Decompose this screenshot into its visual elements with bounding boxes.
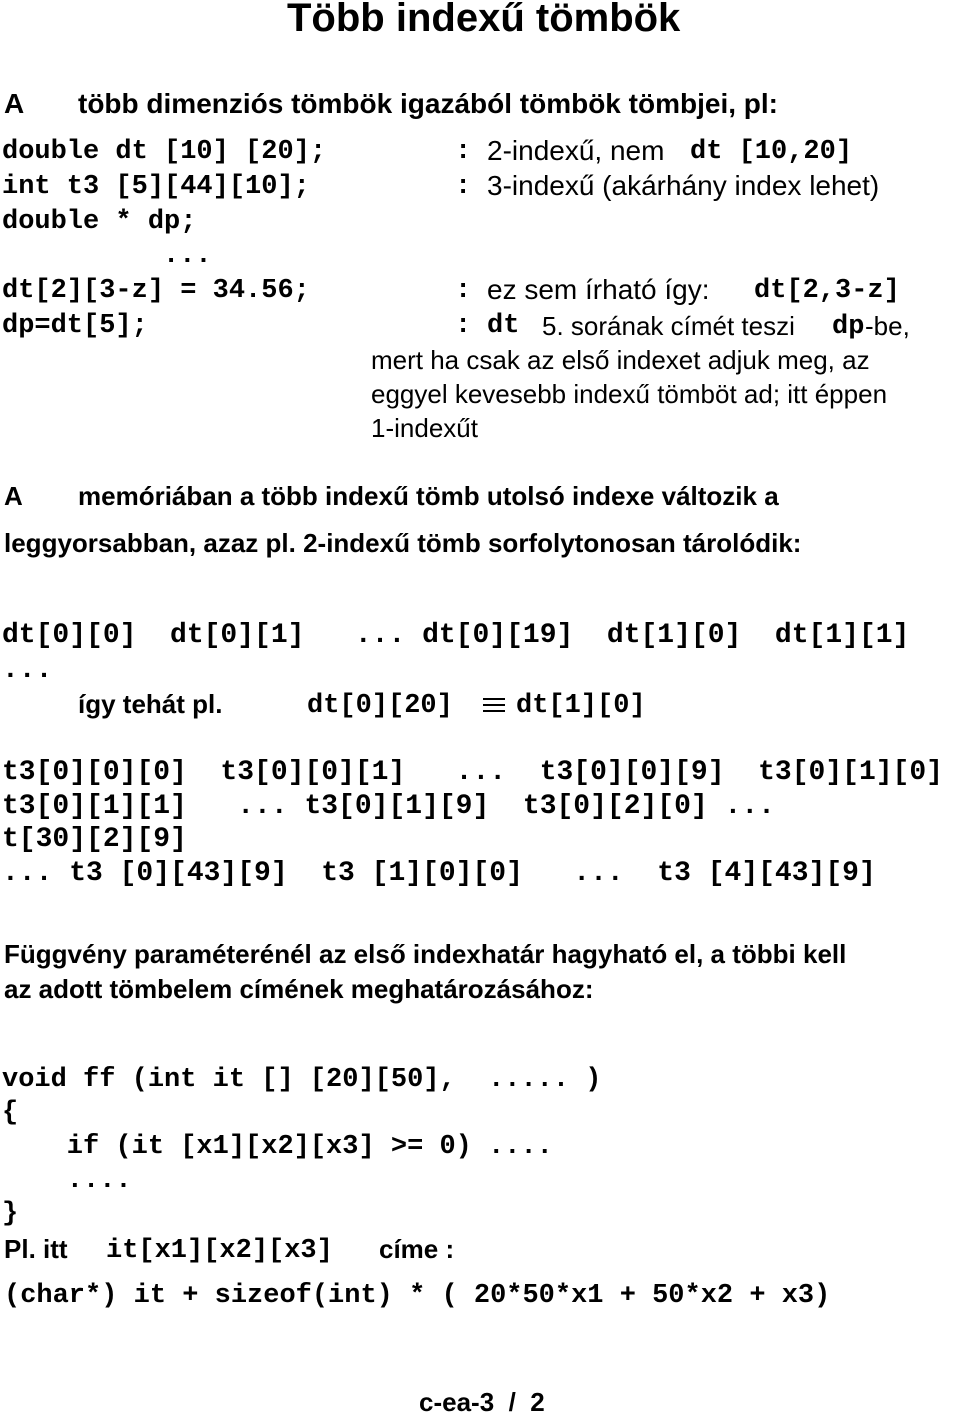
- t3-sequence-line-1: t3[0][0][0] t3[0][0][1] ... t3[0][0][9] t3[0][1][0]: [2, 757, 943, 788]
- code-line-2: int t3 [5][44][10];: [2, 172, 310, 202]
- memory-letter: A: [4, 481, 23, 511]
- comment-text-5: ez sem írható így:: [487, 274, 710, 305]
- dp-note-line-1-tail: -be,: [865, 311, 910, 341]
- dp-note-line-2: mert ha csak az első indexet adjuk meg, az: [371, 345, 870, 375]
- address-tail: címe :: [379, 1234, 455, 1264]
- code-line-3: double * dp;: [2, 207, 197, 237]
- address-code: it[x1][x2][x3]: [106, 1236, 333, 1266]
- memory-line-2: leggyorsabban, azaz pl. 2-indexű tömb sorfolytonosan tárolódik:: [4, 528, 802, 558]
- func-code-line-2: {: [2, 1098, 19, 1128]
- comment-text-2: 3-indexű (akárhány index lehet): [487, 170, 880, 201]
- func-para-line-1: Függvény paraméterénél az első indexhatár hagyható el, a többi kell: [4, 939, 847, 969]
- comment-colon-6: :: [455, 311, 472, 341]
- t3-sequence-line-3: t[30][2][9]: [2, 824, 187, 855]
- comment-code-1: dt [10,20]: [690, 137, 853, 167]
- dp-note-line-3: eggyel kevesebb indexű tömböt ad; itt éppen: [371, 379, 888, 409]
- dp-note-line-1-text: 5. sorának címét teszi: [542, 311, 795, 341]
- func-code-line-4: ....: [2, 1166, 132, 1196]
- intro-letter: A: [4, 88, 25, 119]
- comment-colon-1: :: [455, 137, 472, 167]
- comment-code-5: dt[2,3-z]: [754, 276, 900, 306]
- func-code-line-1: void ff (int it [] [20][50], ..... ): [2, 1065, 602, 1095]
- comment-code-6: dt: [487, 311, 520, 341]
- intro-text: több dimenziós tömbök igazából tömbök tömbjei, pl:: [78, 88, 778, 119]
- dt-sequence-line-1: dt[0][0] dt[0][1] ... dt[0][19] dt[1][0] dt[1][1]: [2, 620, 910, 651]
- func-code-line-5: }: [2, 1199, 19, 1229]
- func-para-line-2: az adott tömbelem címének meghatározásához:: [4, 974, 594, 1004]
- t3-sequence-line-2: t3[0][1][1] ... t3[0][1][9] t3[0][2][0] ...: [2, 791, 775, 822]
- address-label: Pl. itt: [4, 1234, 68, 1264]
- code-line-4: ...: [82, 241, 212, 271]
- dt-sequence-line-2: ...: [2, 655, 53, 686]
- dp-note-line-4: 1-indexűt: [371, 413, 478, 443]
- page-footer: c-ea-3 / 2: [419, 1387, 545, 1417]
- dp-note-line-1-code: dp: [832, 312, 865, 342]
- t3-sequence-line-4: ... t3 [0][43][9] t3 [1][0][0] ... t3 [4][43][9]: [2, 858, 876, 889]
- address-formula: (char*) it + sizeof(int) * ( 20*50*x1 + 50*x2 + x3): [4, 1281, 831, 1311]
- dt-equiv-lhs: dt[0][20]: [307, 691, 453, 721]
- func-code-line-3: if (it [x1][x2][x3] >= 0) ....: [2, 1132, 553, 1162]
- memory-line-1: memóriában a több indexű tömb utolsó indexe változik a: [78, 481, 779, 511]
- comment-colon-2: :: [455, 172, 472, 202]
- code-line-6: dp=dt[5];: [2, 311, 148, 341]
- comment-text-1: 2-indexű, nem: [487, 135, 665, 166]
- code-line-1: double dt [10] [20];: [2, 137, 327, 167]
- igy-label: így tehát pl.: [78, 689, 223, 719]
- equivalence-symbol: [483, 698, 505, 712]
- comment-colon-5: :: [455, 276, 472, 306]
- code-line-5: dt[2][3-z] = 34.56;: [2, 276, 310, 306]
- dt-equiv-rhs: dt[1][0]: [516, 691, 646, 721]
- page-title: Több indexű tömbök: [287, 0, 681, 40]
